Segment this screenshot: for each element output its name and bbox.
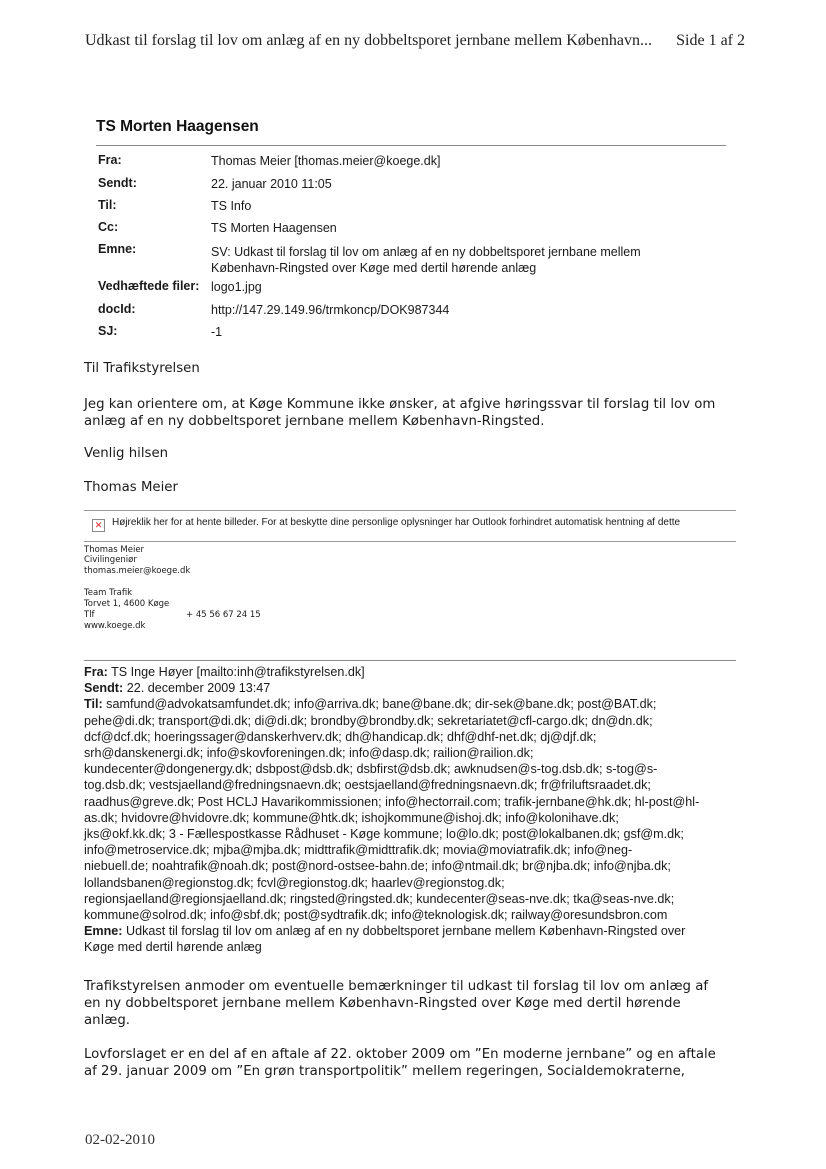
body-paragraph-line: Trafikstyrelsen anmoder om eventuelle bemærkninger til udkast til forslag til lov om anlæg af bbox=[84, 979, 709, 994]
field-value: TS Inge Høyer [mailto:inh@trafikstyrelsen.dk] bbox=[111, 665, 365, 679]
docid-link[interactable]: http://147.29.149.96/trmkoncp/DOK987344 bbox=[211, 303, 450, 317]
recipient-line: dcf@dcf.dk; hoeringssager@danskerhverv.dk; dh@handicap.dk; dhf@dhf-net.dk; dj@djf.dk; bbox=[84, 729, 597, 744]
forwarded-subject-cont: Køge med dertil hørende anlæg bbox=[84, 940, 262, 955]
recipient-line: as.dk; hvidovre@hvidovre.dk; kommune@htk.dk; ishojkommune@ishoj.dk; info@kolonihave.dk; bbox=[84, 810, 619, 825]
field-label: Sendt: bbox=[84, 681, 124, 696]
field-value: TS Info bbox=[211, 199, 252, 213]
field-value: SV: Udkast til forslag til lov om anlæg af en ny dobbeltsporet jernbane mellem bbox=[211, 245, 641, 259]
recipient-line: samfund@advokatsamfundet.dk; info@arriva.dk; bane@bane.dk; dir-sek@bane.dk; post@BAT.dk; bbox=[106, 697, 657, 712]
field-value: København-Ringsted over Køge med dertil hørende anlæg bbox=[211, 261, 537, 275]
recipient-line: pehe@di.dk; transport@di.dk; di@di.dk; brondby@brondby.dk; sekretariatet@cfl-cargo.dk; dn@dn.dk; bbox=[84, 713, 653, 728]
footer-date: 02-02-2010 bbox=[85, 1132, 155, 1148]
recipient-line: kommune@solrod.dk; info@sbf.dk; post@sydtrafik.dk; info@teknologisk.dk; railway@oresundsbron.com bbox=[84, 908, 668, 923]
field-label: Til: bbox=[98, 198, 117, 212]
field-value: 22. december 2009 13:47 bbox=[126, 681, 271, 696]
field-label: Vedhæftede filer: bbox=[98, 279, 200, 293]
field-label: SJ: bbox=[98, 324, 118, 338]
body-paragraph-line: af 29. januar 2009 om ”En grøn transportpolitik” mellem regeringen, Socialdemokraterne, bbox=[84, 1064, 685, 1079]
recipient-line: lollandsbanen@regionstog.dk; fcvl@regionstog.dk; haarlev@regionstog.dk; bbox=[84, 875, 505, 890]
sender-title: TS Morten Haagensen bbox=[96, 118, 259, 135]
field-label: Fra: bbox=[98, 153, 122, 167]
forwarded-header bbox=[84, 664, 734, 956]
field-label: Emne: bbox=[98, 242, 137, 256]
header-title: Udkast til forslag til lov om anlæg af en ny dobbeltsporet jernbane mellem København... bbox=[85, 32, 652, 49]
recipient-line: raadhus@greve.dk; Post HCLJ Havarikommissionen; info@hectorrail.com; trafik-jernbane@hk.dk; hl-post@hl- bbox=[84, 794, 700, 809]
field-label: Til: bbox=[84, 697, 103, 712]
signature-phone bbox=[84, 610, 95, 621]
field-label: Fra: bbox=[84, 665, 108, 679]
recipient-line: regionsjaelland@regionsjaelland.dk; ringsted@ringsted.dk; kundecenter@seas-nve.dk; tka@seas-nve.dk; bbox=[84, 891, 675, 906]
greeting: Til Trafikstyrelsen bbox=[84, 361, 200, 376]
body-paragraph-line: Lovforslaget er en del af en aftale af 22. oktober 2009 om ”En moderne jernbane” og en aftale bbox=[84, 1047, 716, 1062]
signature-email[interactable]: thomas.meier@koege.dk bbox=[84, 566, 191, 576]
field-label: Cc: bbox=[98, 220, 119, 234]
forwarded-sent bbox=[84, 680, 734, 696]
field-label: docId: bbox=[98, 302, 136, 316]
phone-label: Tlf bbox=[84, 610, 95, 620]
title-divider bbox=[96, 145, 726, 146]
body-paragraph-line: anlæg. bbox=[84, 1013, 130, 1028]
field-label: Emne: bbox=[84, 924, 123, 939]
field-value: TS Morten Haagensen bbox=[211, 221, 337, 235]
field-value: 22. januar 2010 11:05 bbox=[211, 177, 332, 191]
attachment-link[interactable]: logo1.jpg bbox=[211, 280, 262, 294]
forwarded-from bbox=[84, 664, 734, 680]
recipient-line: niebuell.de; noahtrafik@noah.dk; post@nord-ostsee-bahn.de; info@ntmail.dk; br@njba.dk; info@njba.dk; bbox=[84, 859, 671, 874]
field-label: Sendt: bbox=[98, 176, 137, 190]
blocked-image-bar[interactable] bbox=[84, 510, 736, 542]
image-download-notice[interactable]: Højreklik her for at hente billeder. For at beskytte dine personlige oplysninger har Outlook forhindret automatisk hentning af dette bbox=[112, 517, 681, 528]
page-header bbox=[85, 32, 745, 50]
recipient-line: info@metroservice.dk; mjba@mjba.dk; midttrafik@midttrafik.dk; movia@moviatrafik.dk; info@neg- bbox=[84, 843, 633, 858]
field-value: Udkast til forslag til lov om anlæg af en ny dobbeltsporet jernbane mellem København-Ringsted over bbox=[126, 924, 686, 939]
field-value: Thomas Meier [thomas.meier@koege.dk] bbox=[211, 154, 441, 168]
forward-divider bbox=[84, 660, 736, 661]
signature-team: Team Trafik bbox=[84, 588, 133, 598]
forwarded-subject bbox=[84, 923, 734, 939]
signature-address: Torvet 1, 4600 Køge bbox=[84, 599, 170, 609]
sender-name: Thomas Meier bbox=[84, 480, 178, 495]
phone-value: + 45 56 67 24 15 bbox=[186, 610, 261, 620]
recipient-line: kundecenter@dongenergy.dk; dsbpost@dsb.dk; dsbfirst@dsb.dk; awknudsen@s-tog.dsb.dk; s-tog@s- bbox=[84, 762, 658, 777]
signature-name: Thomas Meier bbox=[84, 545, 145, 555]
broken-image-icon: ✕ bbox=[92, 519, 105, 532]
body-paragraph-line: Jeg kan orientere om, at Køge Kommune ikke ønsker, at afgive høringssvar til forslag til lov om bbox=[84, 397, 716, 412]
field-value: -1 bbox=[211, 325, 223, 339]
recipient-line: srh@danskenergi.dk; info@skovforeningen.dk; info@dasp.dk; railion@railion.dk; bbox=[84, 746, 534, 761]
closing: Venlig hilsen bbox=[84, 446, 169, 461]
body-paragraph-line: anlæg af en ny dobbeltsporet jernbane mellem København-Ringsted. bbox=[84, 414, 545, 429]
forwarded-to bbox=[84, 696, 734, 712]
header-page-number: Side 1 af 2 bbox=[676, 32, 745, 49]
recipient-line: jks@okf.kk.dk; 3 - Fællespostkasse Rådhuset - Køge kommune; lo@lo.dk; post@lokalbanen.dk; gsf@m.dk; bbox=[84, 827, 684, 842]
recipient-line: tog.dsb.dk; vestsjaelland@fredningsnaevn.dk; oestsjaelland@fredningsnaevn.dk; fr@friluftsraadet.dk; bbox=[84, 778, 651, 793]
body-paragraph-line: en ny dobbeltsporet jernbane mellem København-Ringsted over Køge med dertil hørende bbox=[84, 996, 681, 1011]
signature-web[interactable]: www.koege.dk bbox=[84, 621, 146, 631]
signature-role: Civilingeniør bbox=[84, 555, 137, 565]
